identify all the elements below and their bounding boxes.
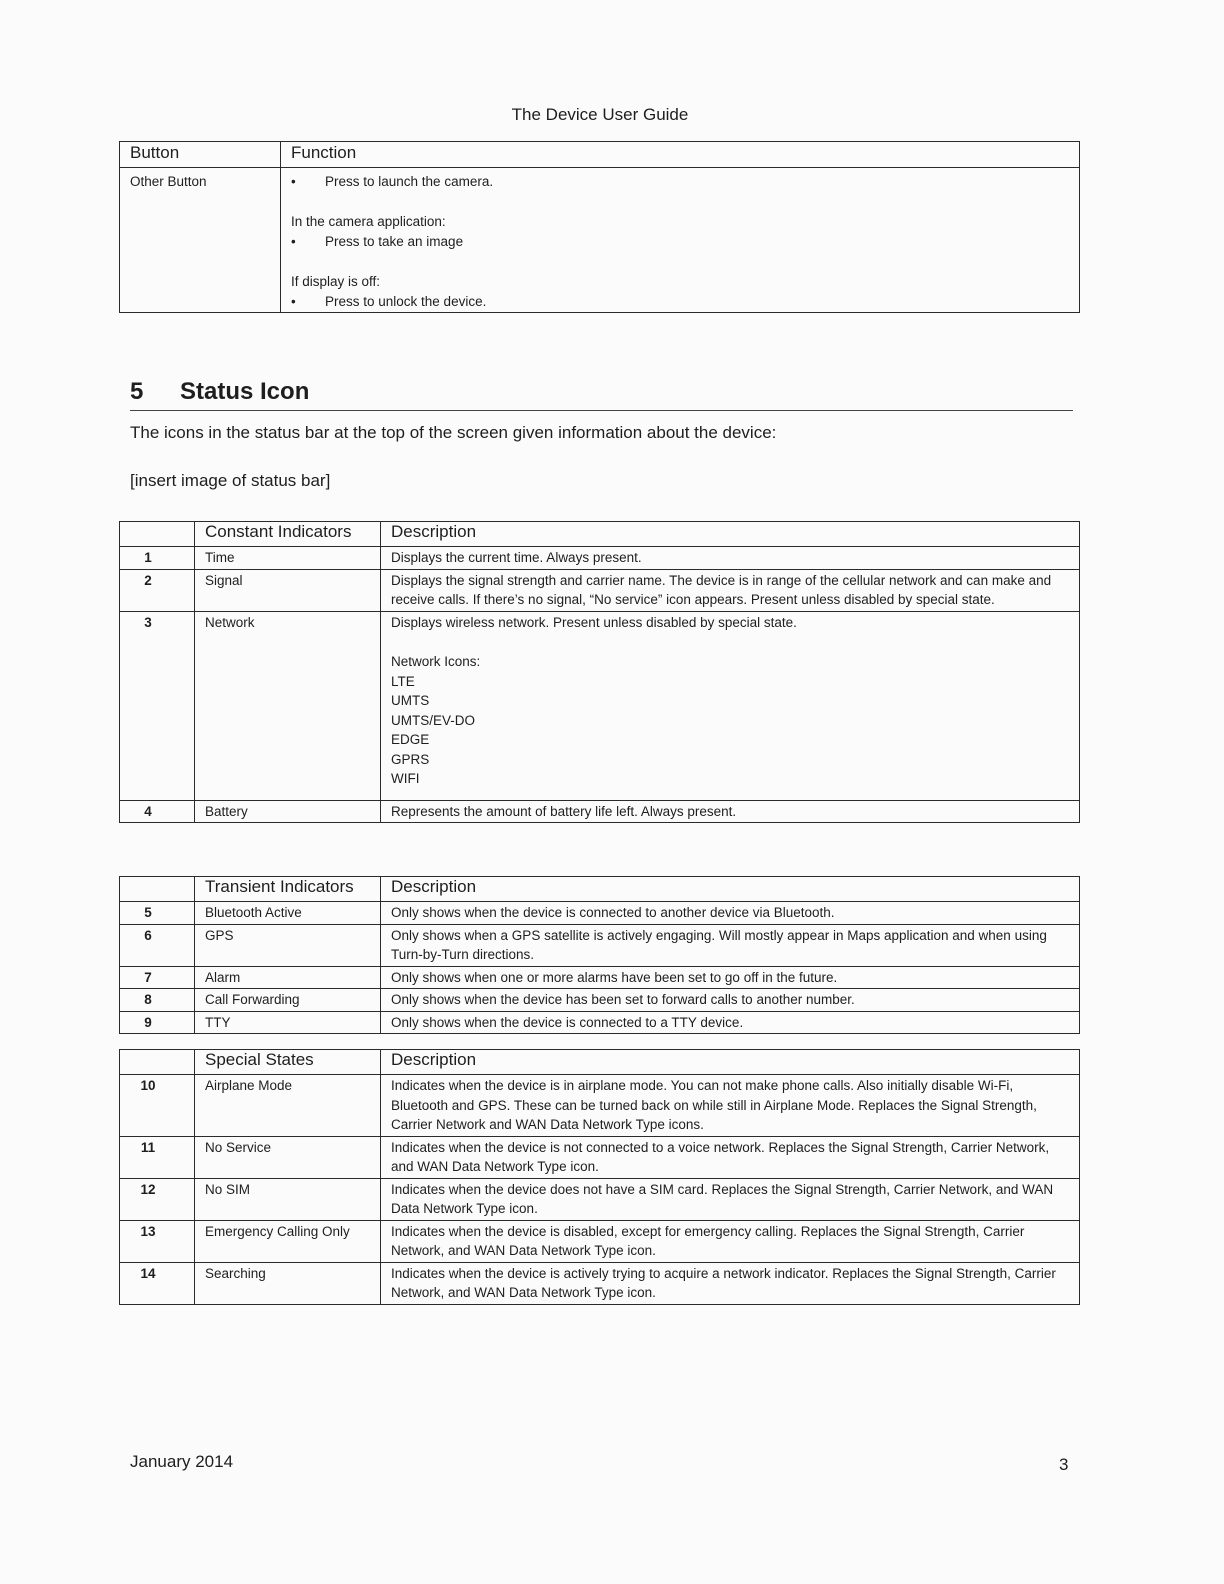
indicator-description: Displays the signal strength and carrier name. The device is in range of the cellular network and can make and receive calls. If there’s no signal, “No service” icon appears. Present unless disabled by special state. [381, 569, 1080, 611]
row-number: 8 [120, 989, 195, 1012]
list-item: EDGE [391, 732, 430, 747]
special-states-table [119, 1049, 1080, 1305]
indicator-description: Only shows when the device is connected to another device via Bluetooth. [381, 902, 1080, 925]
indicator-name: TTY [195, 1011, 381, 1034]
footer-date: January 2014 [130, 1452, 234, 1471]
indicator-description: Only shows when the device is connected to a TTY device. [381, 1011, 1080, 1034]
indicator-name: Bluetooth Active [195, 902, 381, 925]
indicator-description [381, 611, 1080, 800]
table-row [120, 966, 1080, 989]
list-item: WIFI [391, 771, 420, 786]
page-header-title: The Device User Guide [511, 105, 689, 124]
state-name: Searching [195, 1262, 381, 1304]
list-item: UMTS/EV-DO [391, 712, 476, 728]
table-row [120, 168, 1080, 313]
row-number: 3 [120, 611, 195, 800]
table-header-row [120, 877, 1080, 902]
network-description: Displays wireless network. Present unless disabled by special state. [391, 614, 797, 630]
row-number: 4 [120, 800, 195, 823]
state-description: Indicates when the device is actively trying to acquire a network indicator. Replaces the Signal Strength, Carrier Network, and WAN Data Network Type icon. [381, 1262, 1080, 1304]
row-number: 11 [120, 1136, 195, 1178]
display-off-heading: If display is off: [291, 274, 381, 289]
row-number: 10 [120, 1075, 195, 1137]
network-icons-list [391, 652, 1069, 789]
table-row [120, 902, 1080, 925]
indicator-name: Network [195, 611, 381, 800]
indicator-description: Represents the amount of battery life left. Always present. [381, 800, 1080, 823]
indicator-description: Only shows when the device has been set to forward calls to another number. [381, 989, 1080, 1012]
state-name: Airplane Mode [195, 1075, 381, 1137]
table-row [120, 1262, 1080, 1304]
indicator-name: Signal [195, 569, 381, 611]
column-header-name: Special States [195, 1050, 381, 1075]
table-row [120, 569, 1080, 611]
row-number: 7 [120, 966, 195, 989]
table-row [120, 989, 1080, 1012]
state-description: Indicates when the device does not have a SIM card. Replaces the Signal Strength, Carrier Network, and WAN Data Network Type icon. [381, 1178, 1080, 1220]
column-header-button: Button [120, 142, 281, 168]
column-header-name: Constant Indicators [195, 522, 381, 547]
state-name: Emergency Calling Only [195, 1220, 381, 1262]
column-header-function: Function [281, 142, 1080, 168]
state-description: Indicates when the device is not connected to a voice network. Replaces the Signal Strength, Carrier Network, and WAN Data Network Type icon. [381, 1136, 1080, 1178]
row-number: 14 [120, 1262, 195, 1304]
column-header-number [120, 877, 195, 902]
function-cell [281, 168, 1080, 313]
list-item: LTE [391, 673, 415, 689]
column-header-description: Description [381, 877, 1080, 902]
column-header-description: Description [381, 1050, 1080, 1075]
column-header-description: Description [381, 522, 1080, 547]
section-number: 5 [130, 378, 144, 405]
table-row [120, 1011, 1080, 1034]
row-number: 12 [120, 1178, 195, 1220]
indicator-name: Time [195, 547, 381, 570]
column-header-name: Transient Indicators [195, 877, 381, 902]
indicator-name: Battery [195, 800, 381, 823]
bullet-icon: • [291, 174, 296, 189]
table-row [120, 1220, 1080, 1262]
indicator-name: Call Forwarding [195, 989, 381, 1012]
table-header-row [120, 1050, 1080, 1075]
bullet-icon: • [291, 234, 296, 249]
column-header-number [120, 1050, 195, 1075]
bullet-text: Press to take an image [325, 234, 464, 249]
indicator-name: GPS [195, 924, 381, 966]
state-description: Indicates when the device is in airplane mode. You can not make phone calls. Also initially disable Wi-Fi, Bluetooth and GPS. These can be turned back on while still in Airplane Mode. Replaces the Signal Strength, Carrier Network and WAN Data Network Type icons. [381, 1075, 1080, 1137]
column-header-number [120, 522, 195, 547]
indicator-description: Only shows when one or more alarms have been set to go off in the future. [381, 966, 1080, 989]
table-row [120, 611, 1080, 800]
table-row [120, 1075, 1080, 1137]
section-intro: The icons in the status bar at the top of the screen given information about the device: [130, 423, 777, 442]
row-number: 1 [120, 547, 195, 570]
bullet-text: Press to launch the camera. [325, 174, 494, 189]
table-row [120, 547, 1080, 570]
bullet-text: Press to unlock the device. [325, 294, 487, 309]
table-header-row [120, 522, 1080, 547]
bullet-icon: • [291, 294, 296, 309]
row-number: 9 [120, 1011, 195, 1034]
image-placeholder-text: [insert image of status bar] [130, 471, 331, 490]
button-function-table [119, 141, 1080, 313]
transient-indicators-table [119, 876, 1080, 1034]
row-number: 13 [120, 1220, 195, 1262]
table-row [120, 1178, 1080, 1220]
table-row [120, 924, 1080, 966]
list-item [291, 172, 1069, 192]
list-item [291, 292, 1069, 312]
row-number: 6 [120, 924, 195, 966]
constant-indicators-table [119, 521, 1080, 823]
row-number: 5 [120, 902, 195, 925]
button-name-cell: Other Button [120, 168, 281, 313]
camera-app-heading: In the camera application: [291, 214, 446, 229]
list-item [291, 232, 1069, 252]
table-header-row [120, 142, 1080, 168]
state-name: No SIM [195, 1178, 381, 1220]
row-number: 2 [120, 569, 195, 611]
list-item: GPRS [391, 751, 430, 767]
indicator-name: Alarm [195, 966, 381, 989]
page-number: 3 [1059, 1455, 1069, 1474]
list-item: UMTS [391, 693, 430, 708]
state-description: Indicates when the device is disabled, except for emergency calling. Replaces the Signal Strength, Carrier Network, and WAN Data Network Type icon. [381, 1220, 1080, 1262]
indicator-description: Only shows when a GPS satellite is actively engaging. Will mostly appear in Maps application and when using Turn-by-Turn directions. [381, 924, 1080, 966]
indicator-description: Displays the current time. Always present. [381, 547, 1080, 570]
state-name: No Service [195, 1136, 381, 1178]
network-icons-label: Network Icons: [391, 654, 481, 669]
section-heading [130, 378, 1073, 411]
table-row [120, 800, 1080, 823]
section-title: Status Icon [180, 378, 310, 405]
table-row [120, 1136, 1080, 1178]
